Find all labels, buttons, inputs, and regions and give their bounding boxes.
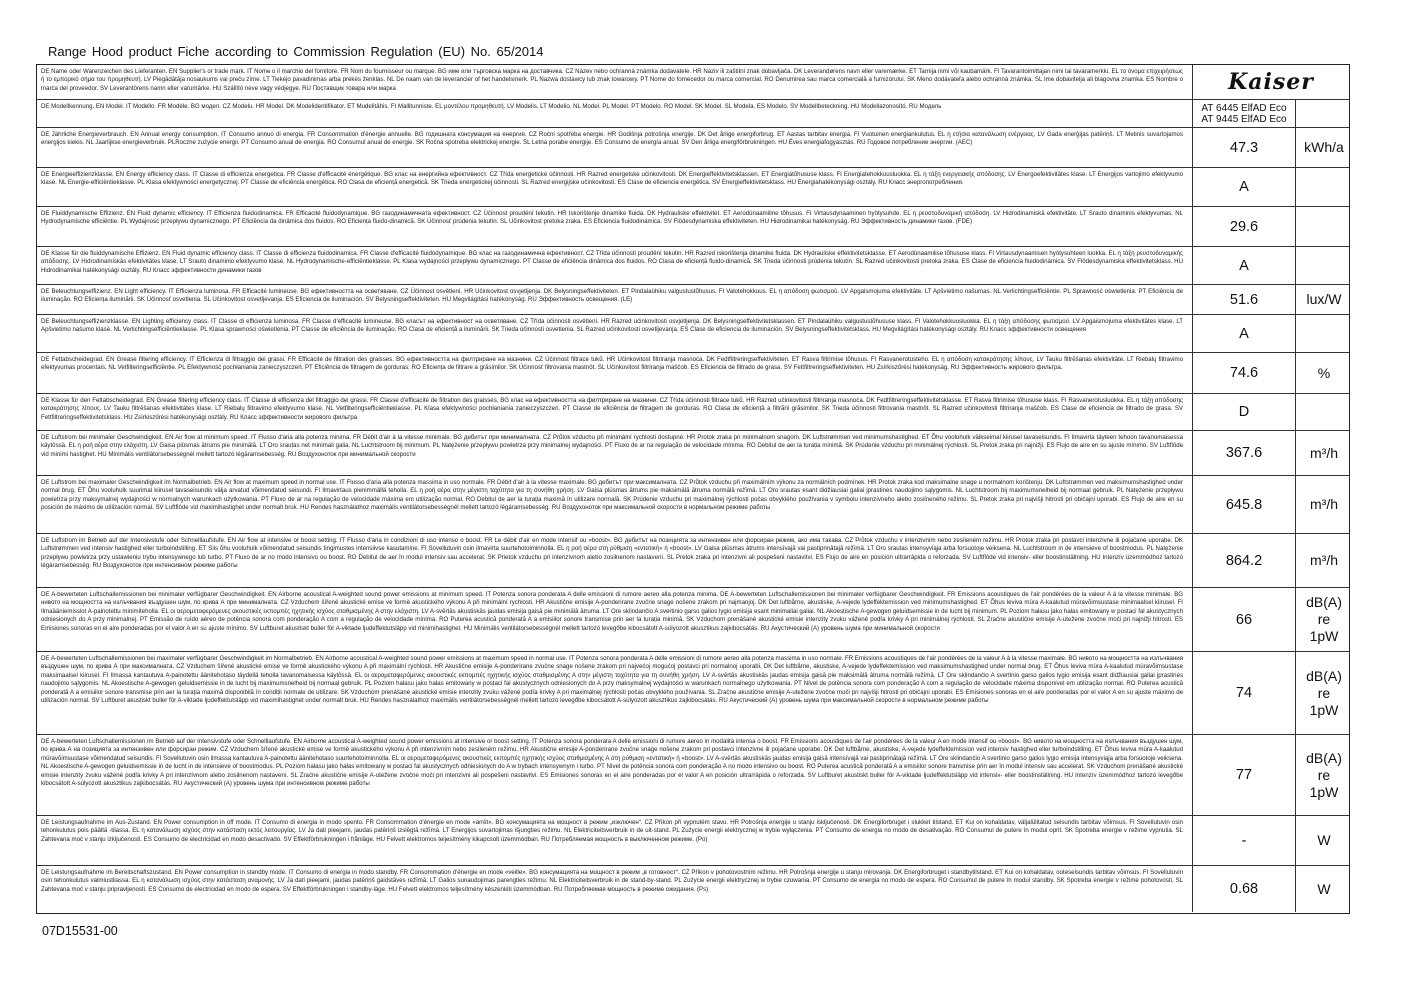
- row-unit: m³/h: [1310, 444, 1338, 461]
- row-unit: dB(A) re 1pW: [1306, 594, 1342, 644]
- model-id: AT 6445 ElfAD Eco: [1201, 102, 1287, 114]
- row-description: DE Leistungsaufnahme im Bereitschaftszustand. EN Power consumption in standby mode. IT Consumo di energia in modo standby. FR Consommation d'énergie en mode «veille». BG консумацията на мощност в режим „в готовност“. CZ Příkon v pohotovostním režimu. HR Potrošnja energije u stanju mirovanja. DK Energiforbruget i standbytilstand. ET Kui on kohaldatav, ooteseisundis tarbitav võimsus. FI Sovellutuvin osin tehonkulutus valmiustilassa. EL η κατανάλωση ισχύος στην κατάσταση αναμονής. LV Ja dati pieejami, jaudas patēriņš gaidstāves režīmā. LT Galios sunaudojimas parengties režimu. NL Elektriciteitsverbruik in de stand-by-stand. PL Zużycie energii elektrycznej w trybie czuwania. PT Consumo de energia no modo de espera. RO Consumul de putere în modul standby. SK Spotreba energie v režime pohotovosti. SL Zahtevana moč v stanju pripravljenosti. ES Consumo de electricidad en modo de espera. SV Effektförbrukningen i standby-läge. HU Felvett elektromos teljesítmény készenléti üzemmódban. RU Потребляемая мощность в режиме ожидания. (Ps): [41, 869, 1183, 893]
- fiche-row-energy-class: [37, 167, 1349, 206]
- row-unit: dB(A) re 1pW: [1306, 667, 1342, 718]
- fiche-row-power-off: [37, 815, 1349, 865]
- fiche-row-gfe-class: [37, 393, 1349, 430]
- row-description: DE Fluiddynamische Effizienz. EN Fluid dynamic efficiency. IT Efficienza fluidodinamica. FR Efficacité fluidodynamique. BG газодинамичната ефективност. CZ Účinnost proudění tekutin. HR Iskorištenje dinamike fluida. DK Hydrauliske effektivitet. ET Aerodünaamiline tõhusus. FI Virtausdynaaminen hyötysuhde. EL η ρευστοδυναμική απόδοση. LV Hidrodinamiskā efektivitāte. LT Srauto dinaminis efektyvumas. NL Hydrodynamische efficiëntie. PL Wydajność przepływu dynamicznego. PT Eficiência da dinâmica dos fluidos. RO Eficiența fluido-dinamică. SK Účinnosť prúdenia tekutín. SL Učinkovitost pretoka zraka. ES Eficiencia fluidodinámica. SV Flödesdynamiska effektiviteten. HU Hidrodinamikai hatékonyság. RU Эффективность динамики газов. (FDE): [41, 210, 1183, 226]
- row-value: 77: [1192, 735, 1296, 815]
- fiche-row-aec: [37, 127, 1349, 167]
- row-description: DE Modellkennung. EN Model. IT Modello. FR Modèle. BG модел. CZ Modelu. HR Model. DK Modelidentifikator. ET Mudelitähis. FI Mallitunniste. EL μοντέλου προμηθευτή. LV Modelis. LT Modelio. NL Model. PL Model. PT Modelo. RO Model. SK Model. SL Modela. ES Modelo. SV Modellbeteckning. HU Modellazonosító. RU Модель: [41, 103, 942, 110]
- row-description: DE Leistungsaufnahme im Aus-Zustand. EN Power consumption in off mode. IT Consumo di energia in modo spento. FR Consommation d'énergie en mode «arrêt». BG консумацията на мощност в режим „изключен“. CZ Příkon při vypnutém stavu. HR Potrošnja energije u stanju isključenosti. DK Energiforbruget i slukket tilstand. ET Kui on kohaldatav, väljalülitatud seisundis tarbitav võimsus. FI Sovellutuvin osin tehonkulutus pois päältä -tilassa. EL η κατανάλωση ισχύος στην κατάσταση εκτός λειτουργίας. LV Ja dati pieejami, jaudas patēriņš izslēgtā režīmā. LT Energijos suvartojimas išjungties režimu. NL Elektriciteitsverbruik in de uit-stand. PL Zużycie energii elektrycznej w trybie wyłączenia. PT Consumo de energia no modo de desativação. RO Consumul de putere în modul oprit. SK Spotreba energie v režime vypnutia. SL Zahtevana moč v stanju izključenosti. ES Consumo de electricidad en modo desactivado. SV Effektförbrukningen i frånläge. HU Felvett elektromos teljesítmény kikapcsolt üzemmódban. RU Потребляемая мощность в выключенном режиме. (Po): [41, 819, 1183, 843]
- brand-logo: Kaiser: [1228, 69, 1314, 95]
- row-description: DE Luftstrom im Betrieb auf der Intensivstufe oder Schnelllaufstufe. EN Air flow at intensive or boost setting. IT Flusso d'aria in condizioni di uso intenso o boost. FR Le débit d'air en mode intensif ou «boost». BG дебитът на позицията за интензивен или форсиран режим, ако има такава. CZ Průtok vzduchu v intenzivním nebo zesíleném režimu. HR Protok zraka pri postavci intenzivne ili pojačane uporabe. DK Luftstrømmen ved intensiv hastighed eller turboindstilling. ET Siis õhu vooluhulk võimendatud seisundis tingimustes intensiivse kasutamine. FI Sovellutuvin osin ilmavirta suurtehotoiminnolla. EL η ροή αέρα στη ρύθμιση «εντατική» ή «boost». LV Gaisa plūsmas ātrums intensīvajā vai pastiprinātajā režīmā. LT Oro srautas intensyviąja arba forsuotoje veiksena. NL Luchtstroom in de intensieve of boostmodus. PL Natężenie przepływu powietrza przy ustawieniu trybu intensywnego lub turbo. PT Fluxo de ar no modo intensivo ou boost. RO Debitul de aer în modul intensiv sau accelerat. SK Prietok vzduchu pri intenzívnom alebo zosilnenom nastavení. SL Pretok zraka pri intenzivni ali pospešeni nastavitvi. ES Flujo de aire en posición ultrarrápida o reforzada. SV Luftflöde vid intensiv- eller boostinställning. HU Intenzív üzemmódhoz tartozó légáramsebesség. RU Воздухоноток при интенсивном режиме работы: [41, 537, 1183, 570]
- row-description: DE Fettabscheidegrad. EN Grease filtering efficiency. IT Efficienza di filtraggio dei grassi. FR Efficacité de filtration des graisses. BG ефективността на филтриране на мазнини. CZ Účinnost filtrace tuků. HR Učinkovitost filtriranja masnoća. DK Fedtfiltreringseffektiviteten. ET Rasva filtrimise tõhusus. FI Rasvanerotusteho. EL η απόδοση κατακράτησης λίπους. LV Tauku filtrēšanas efektivitāte. LT Riebalų filtravimo efektyvumas procentais. NL Vetfilteringsefficiëntie. PL Efektywność pochłaniania zanieczyszczeń. PT Eficiência de filtragem de gorduras. RO Eficiența de filtrare a grăsimilor. SK Účinnosť filtrovania mastnôt. SL Učinkovitost filtriranja maščob. ES Eficiencia de filtrado de grasa. SV Fettfiltreringseffektiviteten. HU Zsírkiszűrési hatékonyság. RU Эффективность жирового фильтра.: [41, 356, 1183, 372]
- row-description: DE Klasse für den Fettabscheidegrad. EN Grease filtering efficiency class. IT Classe di efficienza del filtraggio dei grassi. FR Classe d'efficacité de filtration des graisses. BG клас на ефективността на филтриране на мазнини. CZ Třída účinnosti filtrace tuků. HR Razred učinkovitosti filtriranja masnoća. DK Fedtfiltreringseffektivitetsklasse. ET Rasva filtrimise tõhususe klass. FI Rasvanerotusluokka. EL η τάξη απόδοσης κατακράτησης λίπους. LV Tauku filtrēšanas efektivitātes klase. LT Riebalų filtravimo efektyvumo klasė. NL Vetfilteringsefficiëntieklasse. PL Klasa efektywności pochłaniania zanieczyszczeń. PT Classe de eficiência de filtragem de gorduras. RO Clasa de eficiență a filtrării grăsimilor. SK Trieda účinnosti filtrovania mastnôt. SL Razred učinkovitosti filtriranja maščob. ES Clase de eficiencia de filtrado de grasa. SV Fettfiltreringseffektivitetsklass. HU Zsírkiszűrési hatékonysági osztály. RU Класс эффективности жирового фильтра: [41, 397, 1183, 421]
- row-unit: [1299, 247, 1349, 284]
- row-unit: dB(A) re 1pW: [1306, 749, 1342, 800]
- fiche-row-noise-min: [37, 587, 1349, 651]
- fiche-row-power-standby: [37, 865, 1349, 912]
- row-unit: kWh/a: [1304, 139, 1344, 155]
- row-value: 864.2: [1192, 534, 1296, 587]
- row-unit: %: [1317, 364, 1331, 381]
- row-value: 29.6: [1192, 207, 1296, 246]
- fiche-row-fde: [37, 206, 1349, 246]
- row-description: DE Energieeffizienzklasse. EN Energy efficiency class. IT Classe di efficienza energetica. FR Classe d'efficacité énergétique. BG клас на енергийна ефективност. CZ Třída energetické účinnosti. HR Razred energetske učinkovitosti. DK Energieffektivitetsklassen. ET Energiatõhususe klass. FI Energiatehokkuusluokka. EL η τάξη ενεργειακής απόδοσης. LV Energoefektivitātes klase. LT Energijos vartojimo efektyvumo klasė. NL Energie-efficiëntieklasse. PL Klasa efektywności energetycznej. PT Classe de eficiência energética. RO Clasa de eficiență energetică. SK Trieda energetickej účinnosti. SL Razred energijske učinkovitosti. ES Clase de eficiencia energética. SV Energieffektivitetsklass. HU Energiahatékonysági osztály. RU Класс энергопотребления.: [41, 171, 1183, 187]
- row-value: 74: [1192, 652, 1296, 734]
- row-description: DE A-bewerteten Luftschallemissionen bei maximaler verfügbarer Geschwindigkeit im Normalbetrieb. EN Airborne acoustical A-weighted sound power emissions at maximum speed in normal use. IT Potenza sonora ponderata A delle emissioni di rumore aereo alla potenza massima in uso normale. FR Emissions acoustiques de l'air pondérées de la valeur A à la vitesse maximale. BG нивото на мощността на излъчвания въздушен шум, по крива А при максималната. CZ Vzduchem šířené akustické emise ve formě akustického výkonu A při maximální rychlosti. HR Akustične emisije A-ponderirane zvučne snage nošene zrakom pri najvećoj mogućoj postavci pri normalnoj uporabi. DK Det luftbårne, akustiske, A-vejede lydeffektemission ved maksimumshastighed under normal brug. ET Õhus leviva müra A-kaalutud müravõimsustase maksimaalsel kiirusel. FI Ilmassa kantautuva A-painotettu äänitehotaso täydellä teholla tavanomaisessa käytössä. EL οι αερομεταφερόμενες ακουστικές εκπομπές ηχητικής ισχύος σταθμισμένης Α στην μέγιστη ταχύτητα για τη συνήθη χρήση. LV A-svērtās akustiskās jaudas emisija gaisā pie maksimālā ātruma normālā režīmā. LT Ore sklindančio A svertinio garso galios lygio emisija esant didžiausiai galiai įprastinės naudojimo sąlygomis. NL Akoestische A-gewogen geluidsemissie in de lucht bij maximumsnelheid bij normaal gebruik. PL Poziom hałasu jako hałas emitowany w postaci fal akustycznych odniesionych do A przy maksymalnej wydajności w warunkach normalnego użytkowania. PT Nível de potência sonora com ponderação A com a regulação de velocidade máxima disponível em utilização normal. RO Puterea acustică ponderată A a emisiilor sonore transmise prin aer la turația maximă disponibilă în condiții normale de utilizare. SK Vzduchom prenášané akustické emisie intenzity zvuku vážené podľa krivky A pri maximálnej rýchlosti počas obvyklého používania. SL Zračne akustične emisije A-utežene zvočne moči pri najvišji hitrosti pri običajni uporabi. ES Emisiones sonoras en el aire ponderadas por el valor A en su ajuste máximo de utilización normal. SV Luftburet akustiskt buller för A-viktade ljudeffektutsläpp vid maximihastighet under normalt bruk. HU Rendes használathoz maximális ventilátorsebességnél mellett tartozó levegőbe kibocsátott A-súlyozott akusztikus zajkibocsátás. RU Акустический (A) уровень шума при максимальной скорости в нормальном режиме работы: [41, 655, 1184, 705]
- fiche-row-le-class: [37, 314, 1349, 352]
- row-unit: W: [1317, 832, 1331, 848]
- model-id: AT 9445 ElfAD Eco: [1201, 113, 1287, 125]
- page-title: Range Hood product Fiche according to Commission Regulation (EU) No. 65/2014: [48, 44, 544, 59]
- fiche-row-airflow-max: [37, 475, 1349, 533]
- row-value: -: [1192, 816, 1296, 865]
- row-unit: m³/h: [1310, 552, 1338, 568]
- product-fiche-table: [36, 64, 1350, 914]
- row-value: 0.68: [1192, 866, 1296, 912]
- fiche-row-airflow-boost: [37, 533, 1349, 587]
- row-description: DE Name oder Warenzeichen des Lieferanten. EN Supplier's or trade mark. IT Nome o il marchio del fornitore. FR Nom du fournisseur ou marque. BG име или търговска марка на доставчика. CZ Název nebo ochranná známka dodavatele. HR Naziv ili zaštitni znak dobavljača. DK Leverandørens navn eller varemærke. ET Tarnija nimi või kaubamärk. FI Tavarantoimittajan nimi tai tavaramerkki. EL το όνομα επιχειρήσεως ή το εμπορικό σήμα του προμηθευτή. LV Piegādātāja nosaukums vai preču zīme. LT Tiekėjo pavadinimas arba prekės ženklas. NL De naam van de leverancier of het handelsmerk. PL Nazwa dostawcy lub znak towarowy. PT Nome do fornecedor ou marca comercial. RO Denumirea sau marca comercială a furnizorului. SK Meno dodávateľa alebo ochranná známka. SL Ime dobavitelja ali blagovna znamka. ES Nombre o marca del proveedor. SV Leverantörens namn eller varumärke. HU Szállító neve vagy védjegye. RU Поставщик товара или марка: [41, 68, 1183, 92]
- row-description: DE Klasse für die fluiddynamische Effizienz. EN Fluid dynamic efficiency class. IT Classe di efficienza fluidodinamica. FR Classe d'efficacité fluidodynamique. BG клас на газодинамична ефективност. CZ Třída účinnosti proudění tekutin. HR Razred iskorištenja dinamike fluida. DK Hydrauliske effektivitetsklasse. ET Aerodünaamilise tõhususe klass. FI Virtausdynaamisen hyötysuhteen luokka. EL η τάξη ρευστοδυναμικής απόδοσης. LV Hidrodinamiskās efektivitātes klase. LT Srauto dinaminio efektyvumo klasė. NL Hydrodynamische-efficiëntieklasse. PL Klasa wydajności przepływu dynamicznego. PT Classe de eficiência dinâmica dos fluidos. RO Clasa de eficiență fluido-dinamică. SK Trieda účinnosti prúdenia tekutín. SL Razred učinkovitosti pretoka zraka. ES Clase de eficiencia fluidodinámica. SV Flödesdynamiska effektivitetsklass. HU Hidrodinamikai hatékonysági osztály. RU Класс эффективности динамики газов: [41, 250, 1183, 274]
- row-value: D: [1192, 394, 1296, 430]
- row-description: DE A-bewerteten Luftschallemissionen im Betrieb auf der Intensivstufe oder Schnelllaufstufe. EN Airborne acoustical A-weighted sound power emissions at intensive or boost setting. IT Potenza sonora ponderata A delle emissioni di rumore aereo in modalità intensa o boost. FR Emissions acoustiques de l'air pondérées de la valeur A en mode intensif ou «boost». BG нивото на мощността на излъчвания въздушен шум, по крива А на позицията за интензивен или форсиран режим. CZ Vzduchem šířené akustické emise ve formě akustického výkonu A při intenzivním nebo zesíleném režimu. HR Akustične emisije A-ponderirane zvučne snage nošene zrakom pri postavci intenzivne ili pojačane uporabe. DK Det luftbårne, akustiske, A-vejede lydeffektemission ved intensiv hastighed eller turboindstilling. ET Õhus leviva müra A-kaalutud müravõimsustase võimendatud seisundis. FI Sovellutuvin osin ilmassa kantautuva A-painotettu äänitehotaso suurtehotoiminnolla. EL οι αερομεταφερόμενες ακουστικές εκπομπές ηχητικής ισχύος σταθμισμένης Α στη ρύθμιση «εντατική» ή «boost». LV A-svērtās akustiskās jaudas emisija gaisā intensīvajā vai pastiprinātajā režīmā. LT Ore sklindančio A svertinio garso galios lygio emisija intensyviąja arba forsuotoje veiksena. NL Akoestische A-gewogen geluidsemissie in de lucht in de intensieve of boostmodus. PL Poziom hałasu jako hałas emitowany w postaci fal akustycznych odniesionych do A w trybach intensywnym i turbo. PT Nível de potência sonora com ponderação A no modo intensivo ou boost. RO Puterea acustică ponderată A a emisiilor sonore transmise prin aer în modul intensiv sau accelerat. SK Vzduchom prenášané akustické emisie intenzity zvuku vážené podľa krivky A pri intenzívnom alebo zosilnenom nastavení. SL Zračne akustične emisije A-utežene zvočne moči pri intenzivni ali pospešeni nastavitvi. ES Emisiones sonoras en el aire ponderadas por el valor A en posición ultrarrápida o reforzada. SV Luftburet akustiskt buller för A-viktade ljudeffektutsläpp vid intensiv- eller boostinställning. HU Intenzív üzemmódhoz tartozó levegőbe kibocsátott A-súlyozott akusztikus zajkibocsátás. RU Акустический (A) уровень шума при интенсивном режиме работы: [41, 738, 1183, 788]
- row-description: DE Luftstrom bei maximaler Geschwindigkeit im Normalbetrieb. EN Air flow at maximum speed in normal use. IT Flusso d'aria alla potenza massima in uso normale. FR Débit d'air à la vitesse maximale. BG дебитът при максималната. CZ Průtok vzduchu při maximálním výkonu za normálních podmínek. HR Protok zraka kod maksimalne snage u normalnom korištenju. DK Luftstrømmen ved maksimumshastighed under normal brug. ET Õhu vooluhulk suurimal kiirusel tavaseisundis välja arvatud võimendatud seisundi. FI Ilmavirtaus pienimmällä teholla. EL η ροή αέρα στην μέγιστη ταχύτητα για τη συνήθη χρήση. LV Gaisa plūsmas ātrums pie maksimālā ātruma normālā režīmā. LT Oro srautas esant didžiausiai galiai įprastinės naudojimo sąlygomis. NL Luchtstroom bij maximumsnelheid bij normaal gebruik. PL Natężenie przepływu powietrza przy maksymalnej wydajności w normalnych warunkach użytkowania. PT Fluxo de ar na regulação de velocidade máxima em utilização normal. RO Debitul de aer la turația maximă în utilizare normală. SK Prúdenie vzduchu pri maximálnej rýchlosti počas obvyklého používania v symbolu intenzívneho alebo zosilneného režimu. SL Pretok zraka pri najvišji hitrosti pri običajni uporabi. ES Flujo de aire en su posición de máximo de utilización normal. SV Luftflöde vid maximihastighet under normalt bruk. HU Rendes használathoz maximális ventilátorsebességnél mellett tartozó légáramsebesség. RU Воздухоноток при максимальной скорости в нормальном режиме работы: [41, 479, 1183, 512]
- row-description: DE A-bewerteten Luftschallemissionen bei minimaler verfügbarer Geschwindigkeit. EN Airborne acoustical A-weighted sound power emissions at minimum speed. IT Potenza sonora ponderata A delle emissioni di rumore aereo alla potenza minima. DE A-bewerteten Luftschallemissionen bei minimaler verfügbarer Geschwindigkeit. FR Emissions acoustiques de l'air pondérées de la valeur A à la vitesse minimale. BG нивото на мощността на излъчвания въздушен шум, по крива А при минималната. CZ Vzduchem šířené akustické emise ve formě akustického výkonu A při minimální rychlosti. HR Akustične emisije A-ponderirane zvučne snage nošene zrakom pri najmanjoj. DK Det luftbårne, akustiske, A-vejede lydeffektemission ved minimumshastighed. ET Õhus leviva müra A-kaalutud müravõimsustase minimaalsel kiirusel. FI Ilmaääniemissiot A-painotettu minimiteholla. EL οι αερομεταφερόμενες ακουστικές εκπομπές ηχητικής ισχύος σταθμισμένης Α στην ελάχιστη. LV A-svērtās akustiskās jaudas emisija gaisā pie minimālā ātruma. LT Ore sklindančio A svertinio garso galios lygio emisija esant minimaliai galiai. NL Akoestische A-gewogen geluidsemissie in de lucht bij minimum. PL Poziom hałasu jako hałas emitowany w postaci fal akustycznych odniesionych do A przy minimalnej. PT Emissão de ruído aéreo de potência sonora com ponderação A com a regulação de velocidade mínima. RO Puterea acustică ponderată A a emisiilor sonore transmise prin aer la turația minimă. SK Vzduchom prenášané akustické emisie intenzity zvuku vážené podľa krivky A pri minimálnej rýchlosti. SL Zračne akustične emisije A-utežene zvočne moči pri najnižji hitrosti. ES Emisiones sonoras en el aire ponderadas por el valor A en su ajuste mínimo. SV Luftburet akustiskt buller för A-viktade ljudeffektutsläpp vid minimihastighet. HU Minimális ventilátorsebességnél mellett tartozó levegőbe kibocsátott A-súlyozott akusztikus zajkibocsátás. RU Акустический (A) уровень шума при минимальной скорости: [41, 591, 1183, 632]
- row-description: DE Jährliche Energieverbrauch. EN Annual energy consumption. IT Consumo annuo di energia. FR Consommation d'énergie annuelle. BG годишната консумация на енергия. CZ Roční spotřeba energie. HR Godišnja potrošnja energije. DK Det årlige energiforbrug. ET Aastas tarbitav energia. FI Vuotuinen energiankulutus. EL η ετήσια κατανάλωση ενέργειας. LV Gada enerģijas patēriņš. LT Metinis suvartojamos energijos kiekis. NL Jaarlijkse energieverbruik. PLRoczne zużycie energii. PT Consumo anual de energia. RO Consumul anual de energie. SK Ročná spotreba elektrickej energie. SL Letna porabe energije. ES Consumo de energía anual. SV Den årliga energiförbrukningen. HU Éves energiafogyasztás. RU Годовое потребление энергии. (AEC): [41, 131, 1183, 147]
- fiche-row-fde-class: [37, 246, 1349, 284]
- fiche-row-noise-boost: [37, 734, 1349, 815]
- row-value: 66: [1192, 588, 1296, 651]
- fiche-row-model: [37, 99, 1349, 127]
- fiche-row-supplier: [37, 65, 1349, 99]
- fiche-row-airflow-min: [37, 430, 1349, 475]
- row-value: 74.6: [1192, 353, 1296, 393]
- row-value: A: [1192, 168, 1296, 206]
- model-cell: [1192, 100, 1296, 127]
- fiche-row-le: [37, 284, 1349, 314]
- row-unit: [1299, 168, 1349, 206]
- row-value: 47.3: [1192, 128, 1296, 167]
- document-code: 07D15531-00: [42, 924, 118, 938]
- row-unit: [1299, 315, 1349, 352]
- row-description: DE Beleuchtungseffizienzklasse. EN Lighting efficiency class. IT Classe di efficienza luminosa. FR Classe d'efficacité lumineuse. BG класът на ефективност на осветяване. CZ Třída účinnosti osvětlení. HR Razred učinkovitosti osvjetljenja. DK Belysningseffektivitetsklassen. ET Pindalaühiku valgustustõhususe klass. FI Valotehokkuusluokka. EL η τάξη απόδοσης φωτισμού. LV Apgaismojuma efektivitātes klase. LT Apšvietimo našumo klasė. NL Verlichtingsefficiëntieklasse. PL Klasa sprawności oświetlenia. PT Classe de eficiência de iluminação. RO Clasa de eficiență a iluminării. SK Trieda účinnosti osvetlenia. SL Razred učinkovitosti osvetljevanja. ES Clase de eficiencia de iluminación. SV Belysningseffektivitetsklass. HU Megvilágítási hatékonysági osztály. RU Класс эффективности освещения: [41, 318, 1183, 334]
- row-value: 51.6: [1192, 285, 1296, 314]
- row-unit: W: [1317, 880, 1331, 897]
- row-unit: [1299, 207, 1349, 246]
- row-unit: lux/W: [1306, 291, 1342, 307]
- row-value: 367.6: [1192, 431, 1296, 475]
- fiche-row-gfe: [37, 352, 1349, 393]
- row-unit: [1299, 394, 1349, 430]
- row-unit: m³/h: [1310, 496, 1338, 512]
- row-value: 645.8: [1192, 476, 1296, 533]
- brand-logo-cell: [1192, 65, 1349, 99]
- fiche-row-noise-max: [37, 651, 1349, 734]
- row-description: DE Luftstrom bei minimaler Geschwindigkeit. EN Air flow at minimum speed. IT Flusso d'aria alla potenza minima. FR Débit d'air à la vitesse minimale. BG дебитът при минималната. CZ Průtok vzduchu při minimální rychlosti dostupné. HR Protok zraka pri minimalnom snagom. DK Luftstrømmen ved minimumshastighed. ET Õhu vooluhulk väikseimal kiirusel tavaseisundis. FI Ilmavirta täyteen tehoon tavanomaisessa käytössä. EL η ροή αέρα στην ελάχιστη. LV Gaisa plūsmas ātrums pie minimālā. LT Oro srautas net minimali galia. NL Luchtstroom bij minimum. PL Natężenie przepływu powietrza przy minimalnej wydajności. PT Fluxo de ar na regulação de velocidade mínima. RO Debitul de aer la turația minimă. SK Prúdenie vzduchu pri minimálnej rýchlosti. SL Pretok zraka pri najnižji. ES Flujo de aire en su ajuste mínimo. SV Luftflöde vid minimi hastighet. HU Minimális ventilátorsebességnél mellett tartozó légáramsebesség. RU Воздухоноток при минимальной скорости: [41, 434, 1183, 458]
- row-description: DE Beleuchtungseffizienz. EN Light efficiency. IT Efficienza luminosa. FR Efficacité lumineuse. BG ефективността на осветяване. CZ Účinnost osvětlení. HR Učinkovitost osvjetljenja. DK Belysningseffektiviteten. ET Pindalaühiku valgustustõhusus. FI Valotehokkuus. EL η απόδοση φωτισμού. LV Apgaismojuma efektivitāte. LT Apšvietimo našumas. NL Verlichtingsefficiëntie. PL Sprawność oświetlenia. PT Eficiência de iluminação. RO Eficiența iluminării. SK Účinnosť osvetlenia. SL Učinkovitost osvetljevanja. ES Eficiencia de iluminación. SV Belysningseffektiviteten. HU Megvilágítási hatékonyság. RU Эффективность освещения. (LE): [41, 288, 1183, 304]
- row-value: A: [1192, 247, 1296, 284]
- row-value: A: [1192, 315, 1296, 352]
